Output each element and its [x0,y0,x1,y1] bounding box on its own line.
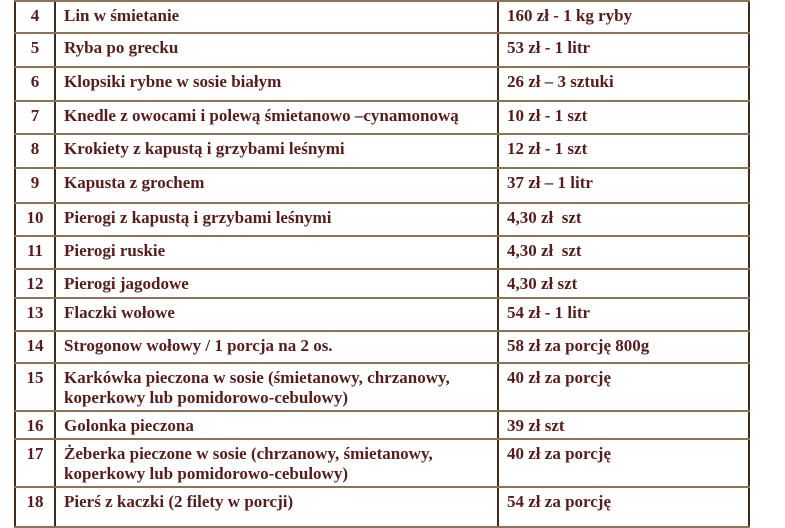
row-number-cell: 11 [15,236,55,269]
price-cell: 4,30 zł szt [498,269,749,298]
table-row [15,33,749,67]
row-number-cell: 10 [15,203,55,236]
row-number-cell: 12 [15,269,55,298]
row-number-cell: 14 [15,331,55,363]
table-row [15,168,749,203]
table-row [15,101,749,134]
dish-name-cell: Pierogi z kapustą i grzybami leśnymi [55,203,498,236]
price-cell: 40 zł za porcję [498,439,749,487]
price-cell: 39 zł szt [498,411,749,439]
table-row [15,363,749,411]
price-table [14,0,750,528]
table-row [15,487,749,527]
document-page [14,0,750,528]
dish-name-cell: Klopsiki rybne w sosie białym [55,67,498,101]
dish-name-cell: Golonka pieczona [55,411,498,439]
table-row [15,1,749,33]
row-number-cell: 5 [15,33,55,67]
row-number-cell: 6 [15,67,55,101]
dish-name-cell: Żeberka pieczone w sosie (chrzanowy, śmietanowy, koperkowy lub pomidorowo-cebulowy) [55,439,498,487]
dish-name-cell: Pierogi ruskie [55,236,498,269]
table-row [15,298,749,331]
price-cell: 58 zł za porcję 800g [498,331,749,363]
table-row [15,269,749,298]
price-cell: 53 zł - 1 litr [498,33,749,67]
table-row [15,331,749,363]
row-number-cell: 15 [15,363,55,411]
price-cell: 160 zł - 1 kg ryby [498,1,749,33]
table-row [15,203,749,236]
dish-name-cell: Pierś z kaczki (2 filety w porcji) [55,487,498,527]
price-cell: 4,30 zł szt [498,236,749,269]
dish-name-cell: Strogonow wołowy / 1 porcja na 2 os. [55,331,498,363]
price-cell: 40 zł za porcję [498,363,749,411]
dish-name-cell: Kapusta z grochem [55,168,498,203]
table-row [15,236,749,269]
price-cell: 10 zł - 1 szt [498,101,749,134]
price-table-body [15,0,749,527]
row-number-cell: 7 [15,101,55,134]
table-row [15,134,749,168]
row-number-cell: 4 [15,1,55,33]
row-number-cell: 17 [15,439,55,487]
price-cell: 26 zł – 3 sztuki [498,67,749,101]
row-number-cell: 8 [15,134,55,168]
dish-name-cell: Pierogi jagodowe [55,269,498,298]
dish-name-cell: Krokiety z kapustą i grzybami leśnymi [55,134,498,168]
dish-name-cell: Lin w śmietanie [55,1,498,33]
price-cell: 37 zł – 1 litr [498,168,749,203]
dish-name-cell: Flaczki wołowe [55,298,498,331]
dish-name-cell: Knedle z owocami i polewą śmietanowo –cynamonową [55,101,498,134]
row-number-cell: 9 [15,168,55,203]
row-number-cell: 16 [15,411,55,439]
row-number-cell: 18 [15,487,55,527]
price-cell: 12 zł - 1 szt [498,134,749,168]
price-cell: 4,30 zł szt [498,203,749,236]
price-cell: 54 zł za porcję [498,487,749,527]
row-number-cell: 13 [15,298,55,331]
dish-name-cell: Karkówka pieczona w sosie (śmietanowy, chrzanowy, koperkowy lub pomidorowo-cebulowy) [55,363,498,411]
price-cell: 54 zł - 1 litr [498,298,749,331]
dish-name-cell: Ryba po grecku [55,33,498,67]
table-row [15,411,749,439]
table-row [15,439,749,487]
table-row [15,67,749,101]
